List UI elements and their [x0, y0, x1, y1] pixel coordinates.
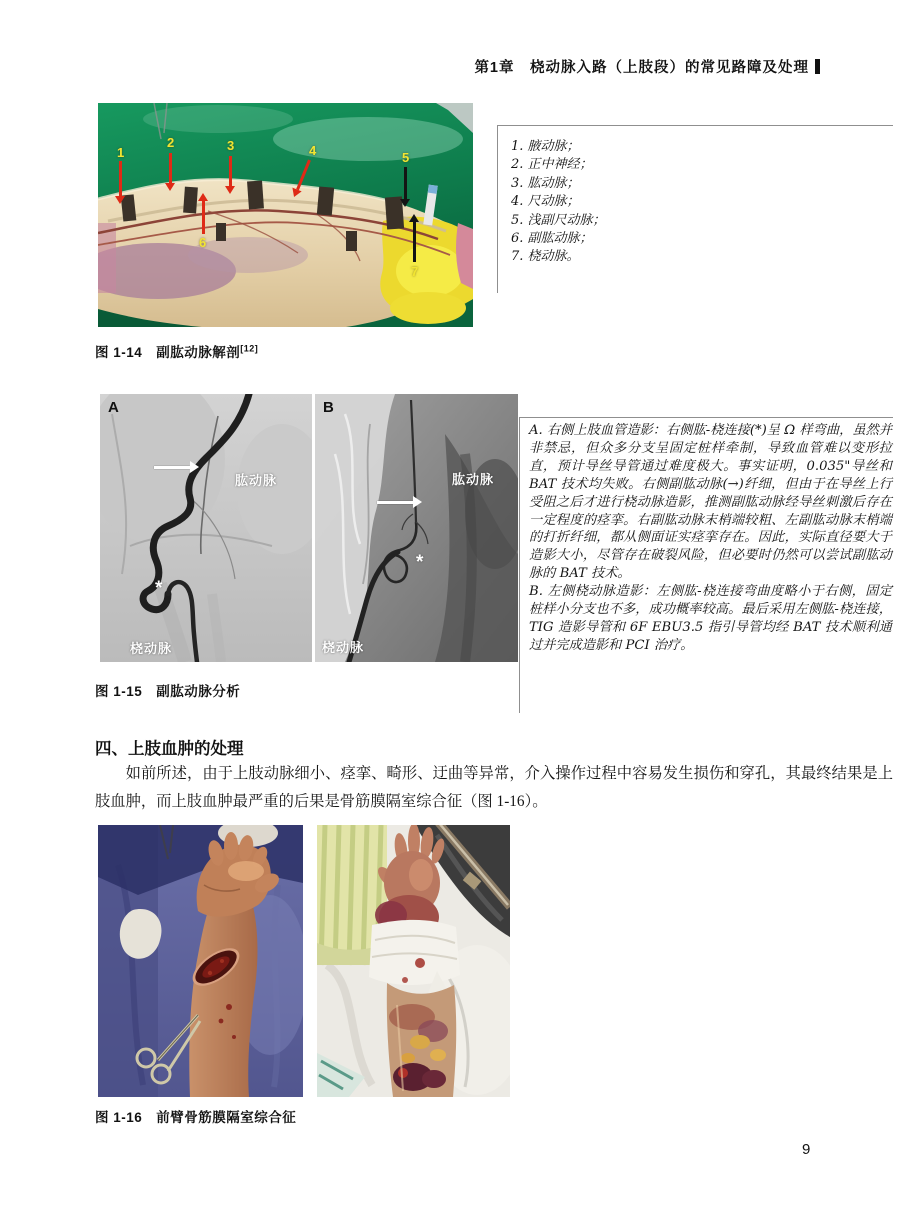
- legend-item: 4. 尺动脉；: [511, 194, 580, 210]
- marker-3-arrow-icon: [229, 156, 232, 186]
- legend-top-rule: [497, 125, 893, 126]
- page-number: 9: [802, 1141, 811, 1158]
- chapter-header: [0, 56, 820, 77]
- section-4-heading: 四、上肢血肿的处理: [95, 740, 244, 758]
- desc-left-rule: [519, 417, 520, 713]
- panel-a-arrow-icon: [154, 466, 190, 469]
- panel-b-brachial-label: 肱动脉: [452, 472, 495, 487]
- desc-paragraph-a: A. 右侧上肢血管造影：右侧肱-桡连接(*)呈 Ω 样弯曲，虽然并非禁忌，但众多分支呈固定桩样牵制，导致血管难以变形拉直，预计导丝导管通过难度极大。事实证明，0.035"导丝和 BAT 技术均失败。右侧副肱动脉(→)纤细，但由于在导丝上行受阻之后才进行桡动脉造影，推测副肱动脉经导丝刺激后存在一定程度的痉挛。右副肱动脉末梢端较粗、左副肱动脉末梢端的打折纤细，都从侧面证实痉挛存在。因此，实际直径要大于造影大小，尽管存在破裂风险，但必要时仍然可以尝试副肱动脉的 BAT 技术。: [529, 423, 892, 582]
- marker-1-label: 1: [117, 145, 125, 160]
- marker-6-arrow-icon: [202, 201, 205, 234]
- fig-1-14-photo: [98, 103, 473, 327]
- panel-b-asterisk: *: [416, 552, 424, 573]
- fig-1-15-description: [529, 422, 892, 655]
- chapter-title: 第1章 桡动脉入路（上肢段）的常见路障及处理: [474, 60, 809, 76]
- legend-item: 2. 正中神经；: [511, 157, 593, 173]
- marker-7-label: 7: [411, 264, 419, 279]
- marker-5-label: 5: [402, 150, 410, 165]
- fig-1-14-caption-text: 图 1-14 副肱动脉解剖: [95, 345, 241, 360]
- fig-1-15-caption: [95, 680, 240, 700]
- panel-a-label: A: [108, 399, 119, 416]
- fig-1-14-caption: [95, 341, 258, 361]
- marker-5-arrow-icon: [404, 167, 407, 199]
- fig-1-16-photo-left: [98, 825, 303, 1097]
- clinical-left-art: [98, 825, 303, 1097]
- panel-b-arrow-icon: [377, 501, 413, 504]
- marker-2-label: 2: [167, 135, 175, 150]
- marker-3-label: 3: [227, 138, 235, 153]
- fig-1-14-legend: [511, 138, 606, 267]
- marker-7-arrow-icon: [413, 222, 416, 262]
- desc-top-rule: [519, 417, 893, 418]
- marker-1-arrow-icon: [119, 161, 122, 196]
- panel-b-label: B: [323, 399, 334, 416]
- angiogram-b-art: [315, 394, 518, 662]
- legend-item: 3. 肱动脉；: [511, 175, 580, 191]
- section-4-paragraph: 如前所述，由于上肢动脉细小、痉挛、畸形、迂曲等异常，介入操作过程中容易发生损伤和穿孔，其最终结果是上肢血肿，而上肢血肿最严重的后果是骨筋膜隔室综合征（图 1-16）。: [95, 765, 893, 810]
- clinical-right-art: [317, 825, 510, 1097]
- marker-4-label: 4: [309, 143, 317, 158]
- fig-1-16-caption-text: 图 1-16 前臂骨筋膜隔室综合征: [95, 1110, 297, 1125]
- angiogram-a-art: [100, 394, 312, 662]
- panel-b-radial-label: 桡动脉: [322, 640, 365, 655]
- desc-paragraph-b: B. 左侧桡动脉造影：左侧肱-桡连接弯曲度略小于右侧，固定桩样小分支也不多，成功概率较高。最后采用左侧肱-桡连接，TIG 造影导管和 6F EBU3.5 指引导管均经 BAT 技术顺利通过并完成造影和 PCI 治疗。: [529, 584, 892, 653]
- fig-1-15-caption-text: 图 1-15 副肱动脉分析: [95, 684, 241, 699]
- fig-1-16-photo-right: [317, 825, 510, 1097]
- legend-item: 5. 浅副尺动脉；: [511, 212, 606, 228]
- marker-6-label: 6: [199, 235, 207, 250]
- legend-item: 7. 桡动脉。: [511, 249, 580, 265]
- legend-item: 1. 腋动脉；: [511, 139, 580, 154]
- legend-left-rule: [497, 125, 498, 293]
- fig-1-15-panel-b: [315, 394, 518, 662]
- legend-item: 6. 副肱动脉；: [511, 231, 593, 247]
- panel-a-asterisk: *: [155, 578, 163, 599]
- panel-a-radial-label: 桡动脉: [130, 641, 173, 656]
- fig-1-15-panel-a: [100, 394, 312, 662]
- marker-2-arrow-icon: [169, 153, 172, 183]
- header-bar-icon: [815, 59, 820, 74]
- panel-a-brachial-label: 肱动脉: [235, 473, 278, 488]
- fig-1-14-caption-ref: [12]: [240, 343, 259, 354]
- fig-1-16-caption: [95, 1106, 296, 1126]
